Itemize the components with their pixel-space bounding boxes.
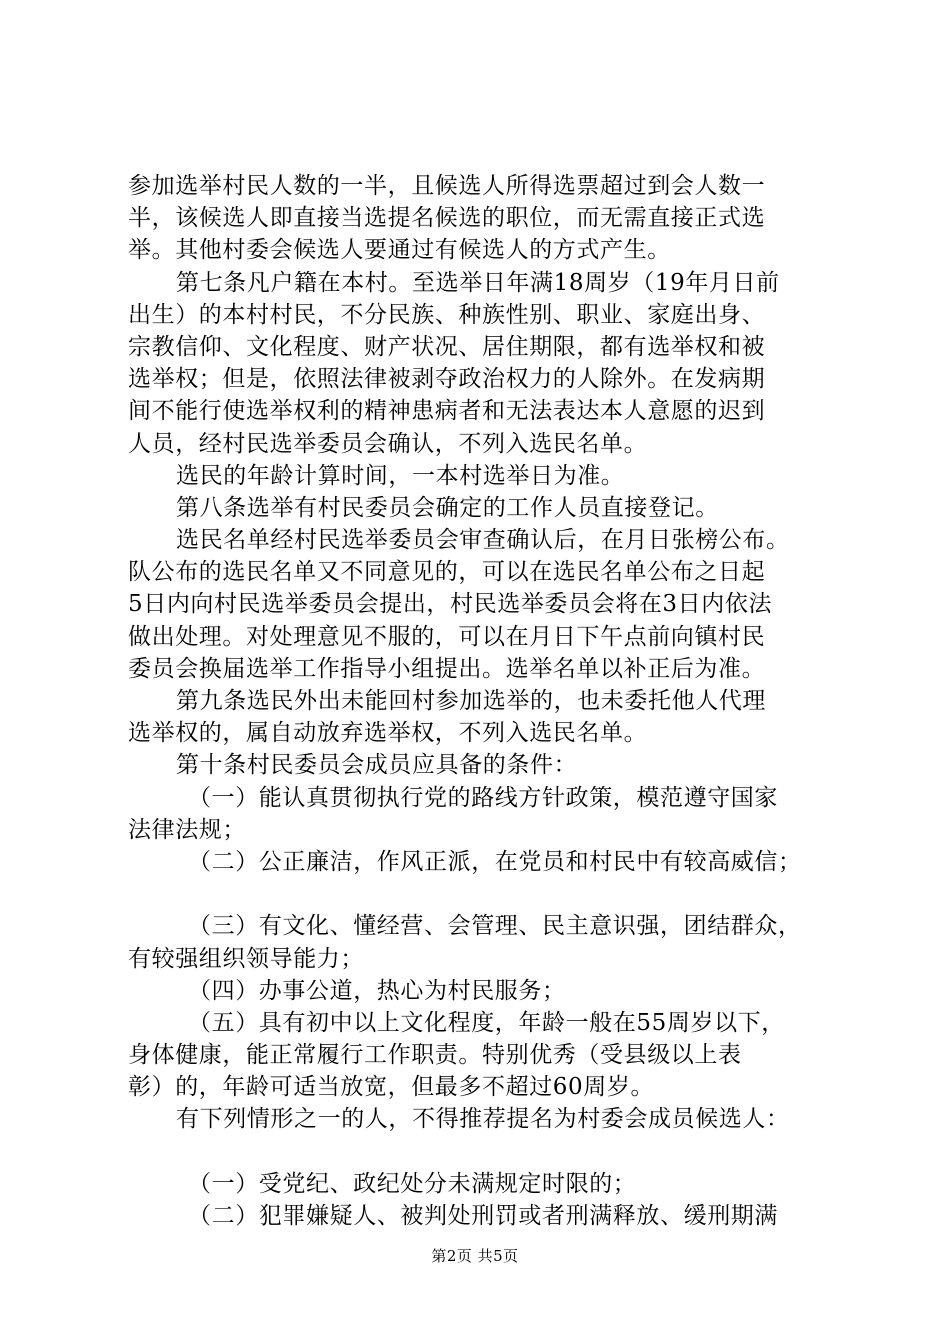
list-item-line: （五）具有初中以上文化程度，年龄一般在55周岁以下， bbox=[188, 1009, 785, 1036]
article-10-line: 第十条村民委员会成员应具备的条件： bbox=[176, 752, 578, 779]
list-item-line: （二）公正廉洁，作风正派，在党员和村民中有较高威信； bbox=[188, 848, 802, 875]
text-line: 委员会换届选举工作指导小组提出。选举名单以补正后为准。 bbox=[128, 655, 766, 682]
text-line: 队公布的选民名单又不同意见的，可以在选民名单公布之日起 bbox=[128, 559, 766, 586]
list-item-line: （二）犯罪嫌疑人、被判处刑罚或者刑满释放、缓刑期满 bbox=[188, 1203, 778, 1229]
document-body bbox=[128, 170, 838, 1232]
article-9-line: 第九条选民外出未能回村参加选举的，也未委托他人代理 bbox=[176, 688, 766, 714]
text-line: 选举权的，属自动放弃选举权，不列入选民名单。 bbox=[128, 720, 648, 747]
text-line: 间不能行使选举权利的精神患病者和无法表达本人意愿的迟到 bbox=[128, 398, 766, 425]
text-line: 做出处理。对处理意见不服的，可以在月日下午点前向镇村民 bbox=[128, 623, 766, 650]
text-line: 身体健康，能正常履行工作职责。特别优秀（受县级以上表 bbox=[128, 1042, 742, 1069]
list-item-line: （一）能认真贯彻执行党的路线方针政策，模范遵守国家 bbox=[188, 784, 778, 811]
blank-line bbox=[128, 878, 838, 910]
blank-line bbox=[128, 1136, 838, 1168]
text-line: 宗教信仰、文化程度、财产状况、居住期限，都有选举权和被 bbox=[128, 333, 766, 360]
text-line: 法律法规； bbox=[128, 816, 246, 843]
text-line: 5日内向村民选举委员会提出，村民选举委员会将在3日内依法 bbox=[128, 591, 773, 618]
text-line: 有较强组织领导能力； bbox=[128, 945, 364, 972]
text-line: 有下列情形之一的人，不得推荐提名为村委会成员候选人： bbox=[176, 1106, 790, 1133]
text-line: 人员，经村民选举委员会确认，不列入选民名单。 bbox=[128, 430, 648, 457]
text-line: 选民名单经村民选举委员会审查确认后，在月日张榜公布。 bbox=[176, 527, 790, 554]
text-line: 选举权；但是，依照法律被剥夺政治权力的人除外。在发病期 bbox=[128, 366, 766, 393]
text-line: 参加选举村民人数的一半，且候选人所得选票超过到会人数一 bbox=[128, 173, 766, 199]
list-item-line: （四）办事公道，热心为村民服务； bbox=[188, 977, 566, 1004]
text-line: 半，该候选人即直接当选提名候选的职位，而无需直接正式选 bbox=[128, 205, 766, 232]
page-footer: 第2页 共5页 bbox=[431, 1247, 519, 1265]
article-7-line: 第七条凡户籍在本村。至选举日年满18周岁（19年月日前 bbox=[176, 269, 780, 296]
list-item-line: （三）有文化、懂经营、会管理、民主意识强，团结群众， bbox=[188, 913, 802, 940]
text-line: 举。其他村委会候选人要通过有候选人的方式产生。 bbox=[128, 237, 671, 264]
list-item-line: （一）受党纪、政纪处分未满规定时限的； bbox=[188, 1170, 637, 1197]
article-8-line: 第八条选举有村民委员会确定的工作人员直接登记。 bbox=[176, 494, 719, 521]
text-line: 选民的年龄计算时间，一本村选举日为准。 bbox=[176, 462, 625, 489]
text-line: 出生）的本村村民，不分民族、种族性别、职业、家庭出身、 bbox=[128, 301, 766, 328]
text-line: 彰）的，年龄可适当放宽，但最多不超过60周岁。 bbox=[128, 1074, 655, 1101]
